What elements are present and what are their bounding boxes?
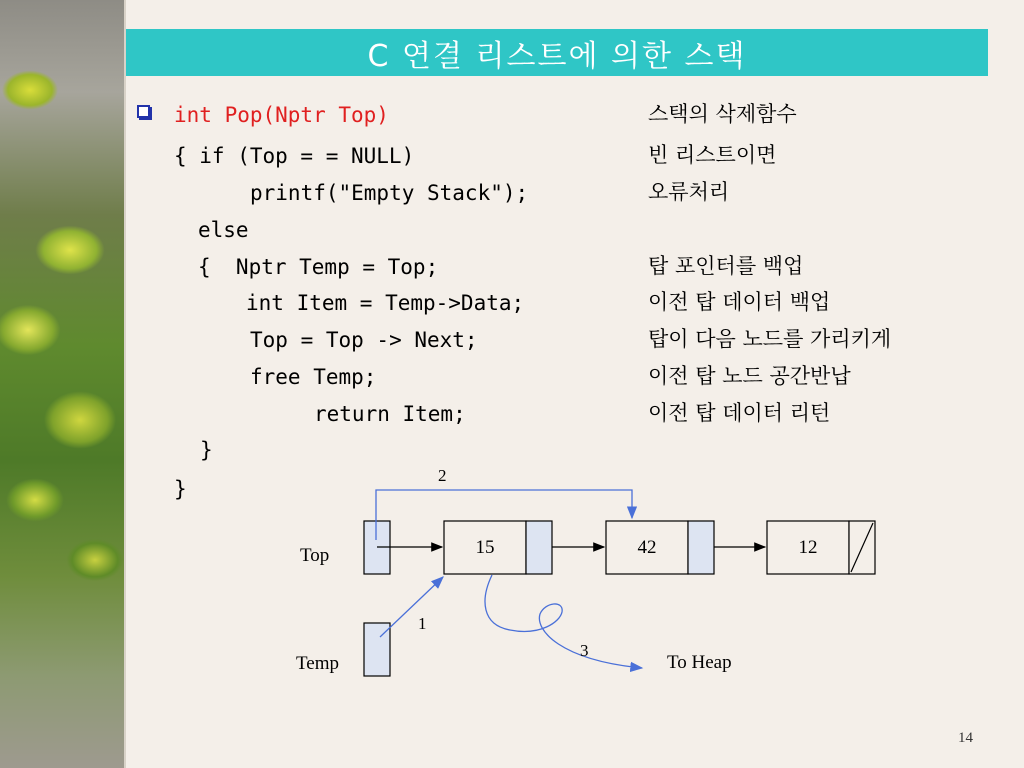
code-line-free: free Temp; bbox=[250, 365, 377, 389]
code-line-return: return Item; bbox=[314, 402, 466, 426]
code-line-top-next: Top = Top -> Next; bbox=[250, 328, 478, 352]
step-3-label: 3 bbox=[580, 641, 589, 660]
code-line-if: { if (Top = = NULL) bbox=[174, 144, 415, 168]
arrow-step-3 bbox=[485, 575, 642, 668]
top-label: Top bbox=[300, 545, 330, 566]
node-42-next bbox=[688, 521, 714, 574]
arrow-step-1 bbox=[380, 577, 443, 637]
slide-title: C 연결 리스트에 의한 스택 bbox=[126, 29, 988, 76]
step-1-label: 1 bbox=[418, 614, 427, 633]
node-42-label: 42 bbox=[637, 537, 657, 558]
comment-next-node: 탑이 다음 노드를 가리키게 bbox=[648, 327, 892, 351]
comment-function: 스택의 삭제함수 bbox=[648, 102, 797, 126]
code-line-printf: printf("Empty Stack"); bbox=[250, 181, 529, 205]
comment-backup-top: 탑 포인터를 백업 bbox=[648, 254, 804, 278]
comment-empty-list: 빈 리스트이면 bbox=[648, 143, 777, 167]
code-line-function-header: int Pop(Nptr Top) bbox=[174, 103, 389, 127]
page-number: 14 bbox=[958, 730, 973, 746]
to-heap-label: To Heap bbox=[667, 652, 732, 673]
code-line-temp-decl: { Nptr Temp = Top; bbox=[198, 255, 439, 279]
code-line-else: else bbox=[198, 218, 249, 242]
comment-return-data: 이전 탑 데이터 리턴 bbox=[648, 401, 831, 425]
step-2-label: 2 bbox=[438, 466, 447, 485]
code-line-outer-close: } bbox=[174, 477, 187, 501]
code-line-inner-close: } bbox=[200, 438, 213, 462]
comment-backup-data: 이전 탑 데이터 백업 bbox=[648, 290, 831, 314]
temp-label: Temp bbox=[296, 653, 339, 674]
node-15-next bbox=[526, 521, 552, 574]
node-12-label: 12 bbox=[798, 537, 818, 558]
comment-free-node: 이전 탑 노드 공간반납 bbox=[648, 364, 851, 388]
node-15-label: 15 bbox=[475, 537, 495, 558]
comment-error: 오류처리 bbox=[648, 180, 730, 204]
code-line-item-decl: int Item = Temp->Data; bbox=[246, 291, 525, 315]
